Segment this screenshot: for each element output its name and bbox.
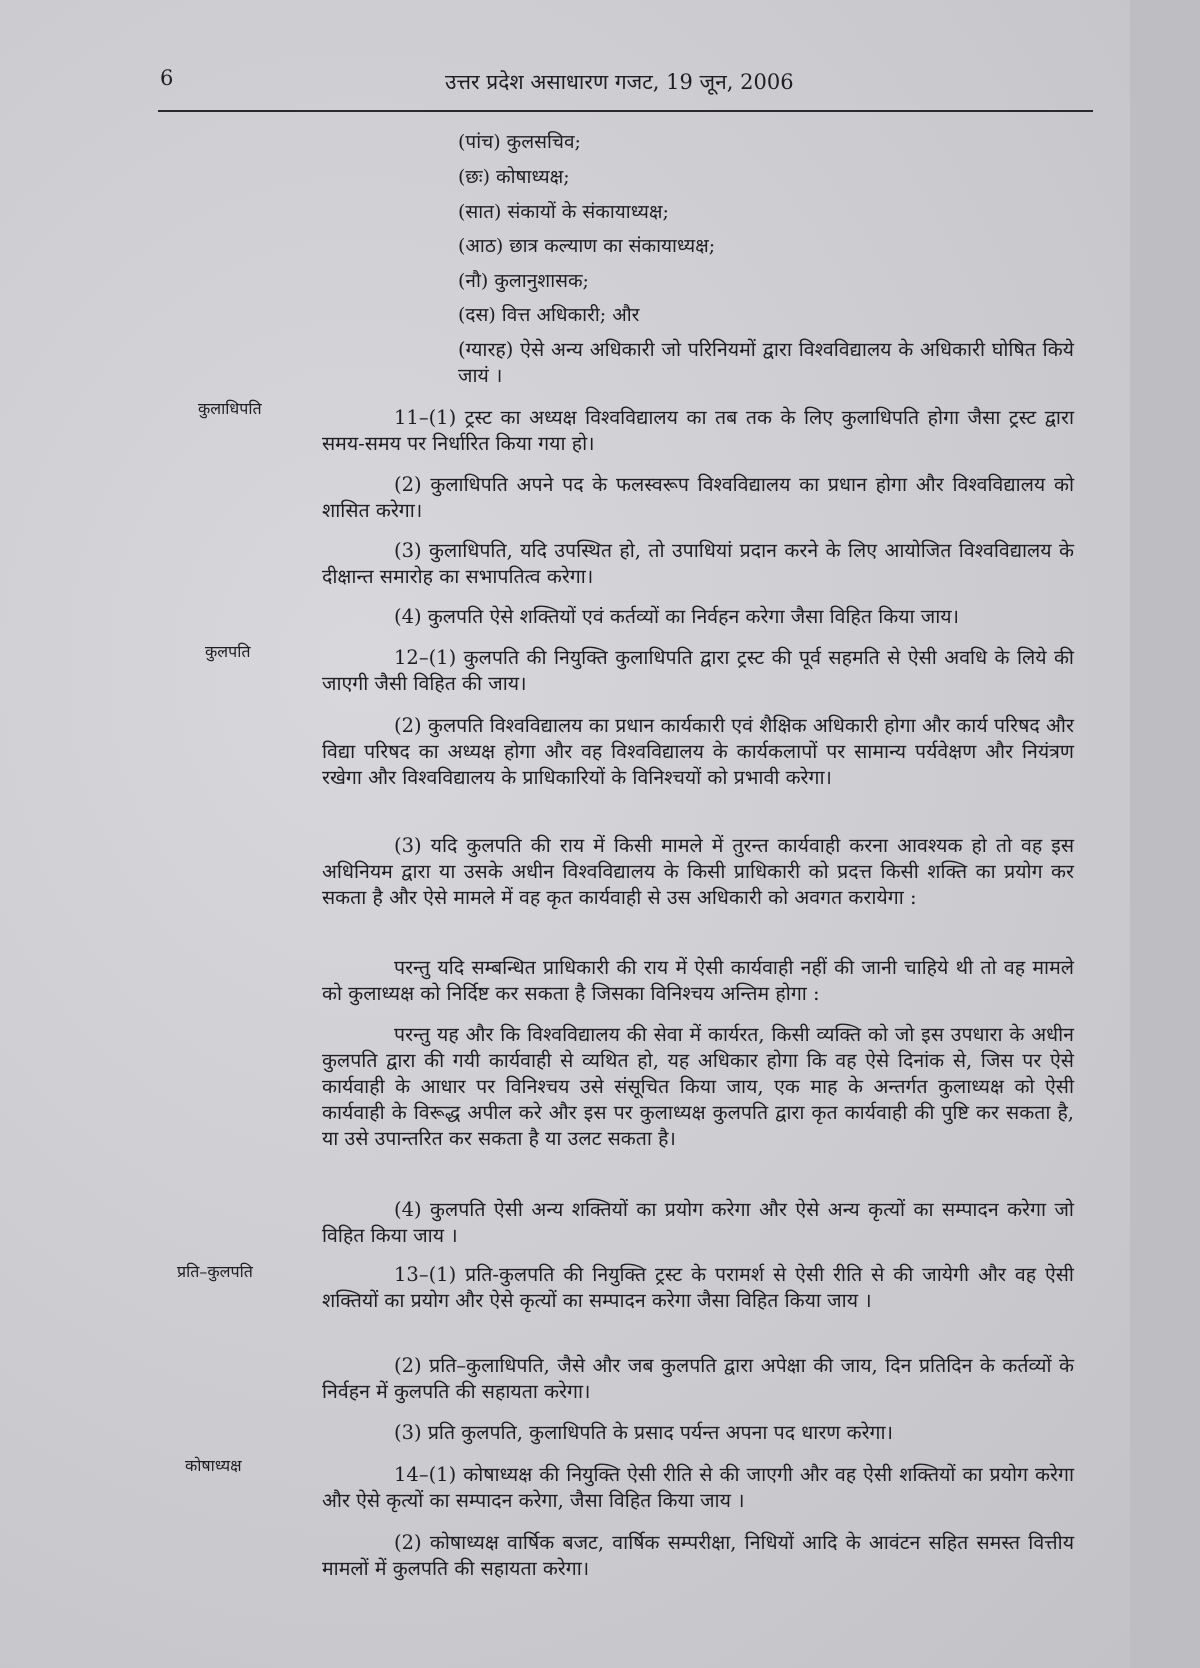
section-12-2: (2) कुलपति विश्वविद्यालय का प्रधान कार्यकारी एवं शैक्षिक अधिकारी होगा और कार्य परिषद और विद्या परिषद का अध्यक्ष होगा और वह विश्वविद्यालय के कार्यकलापों पर सामान्य पर्यवेक्षण और नियंत्रण रखेगा और विश्वविद्यालय के प्राधिकारियों के विनिश्चयों को प्रभावी करेगा। <box>322 714 1074 789</box>
page-header <box>160 66 1095 100</box>
section-11-3: (3) कुलाधिपति, यदि उपस्थित हो, तो उपाधियां प्रदान करने के लिए आयोजित विश्वविद्यालय के दीक्षान्त समारोह का सभापतित्व करेगा। <box>322 539 1074 588</box>
margin-note-treasurer: कोषाध्यक्ष <box>185 1456 242 1475</box>
page-number: 6 <box>160 66 174 90</box>
section-14-2: (2) कोषाध्यक्ष वार्षिक बजट, वार्षिक सम्परीक्षा, निधियों आदि के आवंटन सहित समस्त वित्तीय मामलों में कुलपति की सहायता करेगा। <box>322 1531 1074 1580</box>
section-12-3-proviso-2: परन्तु यह और कि विश्वविद्यालय की सेवा में कार्यरत, किसी व्यक्ति को जो इस उपधारा के अधीन कुलपति द्वारा की गयी कार्यवाही से व्यथित हो, यह अधिकार होगा कि वह ऐसे दिनांक से, जिस पर ऐसे कार्यवाही के आधार पर विनिश्चय उसे संसूचित किया जाय, एक माह के अन्तर्गत कुलाध्यक्ष को ऐसी कार्यवाही के विरूद्ध अपील करे और इस पर कुलाध्यक्ष कुलपति द्वारा कृत कार्यवाही की पुष्टि कर सकता है, या उसे उपान्तरित कर सकता है या उलट सकता है। <box>322 1023 1074 1150</box>
margin-note-vice-chancellor: कुलपति <box>205 642 251 661</box>
section-12-3-proviso-1: परन्तु यदि सम्बन्धित प्राधिकारी की राय में ऐसी कार्यवाही नहीं की जानी चाहिये थी तो वह मामले को कुलाध्यक्ष को निर्दिष्ट कर सकता है जिसका विनिश्चय अन्तिम होगा : <box>322 956 1074 1005</box>
section-14-1: 14–(1) कोषाध्यक्ष की नियुक्ति ऐसी रीति से की जाएगी और वह ऐसी शक्तियों का प्रयोग करेगा और ऐसे कृत्यों का सम्पादन करेगा, जैसा विहित किया जाय । <box>322 1463 1074 1512</box>
section-12-4: (4) कुलपति ऐसी अन्य शक्तियों का प्रयोग करेगा और ऐसे अन्य कृत्यों का सम्पादन करेगा जो विहित किया जाय । <box>322 1198 1074 1247</box>
section-13-2: (2) प्रति–कुलाधिपति, जैसे और जब कुलपति द्वारा अपेक्षा की जाय, दिन प्रतिदिन के कर्तव्यों के निर्वहन में कुलपति की सहायता करेगा। <box>322 1354 1074 1403</box>
header-rule <box>158 110 1093 112</box>
section-11-2: (2) कुलाधिपति अपने पद के फलस्वरूप विश्वविद्यालय का प्रधान होगा और विश्वविद्यालय को शासित करेगा। <box>322 473 1074 522</box>
section-12-1: 12–(1) कुलपति की नियुक्ति कुलाधिपति द्वारा ट्रस्ट की पूर्व सहमति से ऐसी अवधि के लिये की जाएगी जैसी विहित की जाय। <box>322 646 1074 695</box>
list-item: (आठ) छात्र कल्याण का संकायाध्यक्ष; <box>458 235 716 257</box>
list-item: (पांच) कुलसचिव; <box>458 131 581 153</box>
margin-note-chancellor: कुलाधिपति <box>198 399 262 418</box>
list-item: (दस) वित्त अधिकारी; और <box>458 304 640 326</box>
section-13-3: (3) प्रति कुलपति, कुलाधिपति के प्रसाद पर्यन्त अपना पद धारण करेगा। <box>394 1421 893 1444</box>
gazette-title: उत्तर प्रदेश असाधारण गजट, 19 जून, 2006 <box>445 70 794 94</box>
section-12-3: (3) यदि कुलपति की राय में किसी मामले में तुरन्त कार्यवाही करना आवश्यक हो तो वह इस अधिनियम द्वारा या उसके अधीन विश्वविद्यालय के किसी प्राधिकारी को प्रदत्त किसी शक्ति का प्रयोग कर सकता है और ऐसे मामले में वह कृत कार्यवाही से उस अधिकारी को अवगत करायेगा : <box>322 834 1074 909</box>
list-item-eleven: (ग्यारह) ऐसे अन्य अधिकारी जो परिनियमों द्वारा विश्वविद्यालय के अधिकारी घोषित किये जायं । <box>458 338 1074 387</box>
page-edge-shadow <box>1130 0 1200 1668</box>
list-item: (छः) कोषाध्यक्ष; <box>458 166 570 188</box>
list-item: (नौ) कुलानुशासक; <box>458 270 589 292</box>
section-11-4: (4) कुलपति ऐसे शक्तियों एवं कर्तव्यों का निर्वहन करेगा जैसा विहित किया जाय। <box>394 605 960 628</box>
section-11-1: 11–(1) ट्रस्ट का अध्यक्ष विश्वविद्यालय का तब तक के लिए कुलाधिपति होगा जैसा ट्रस्ट द्वारा समय-समय पर निर्धारित किया गया हो। <box>322 406 1074 455</box>
section-13-1: 13–(1) प्रति-कुलपति की नियुक्ति ट्रस्ट के परामर्श से ऐसी रीति से की जायेगी और वह ऐसी शक्तियों का प्रयोग और ऐसे कृत्यों का सम्पादन करेगा जैसा विहित किया जाय । <box>322 1263 1074 1312</box>
list-item: (सात) संकायों के संकायाध्यक्ष; <box>458 201 669 223</box>
margin-note-pro-vice-chancellor: प्रति–कुलपति <box>177 1262 253 1281</box>
